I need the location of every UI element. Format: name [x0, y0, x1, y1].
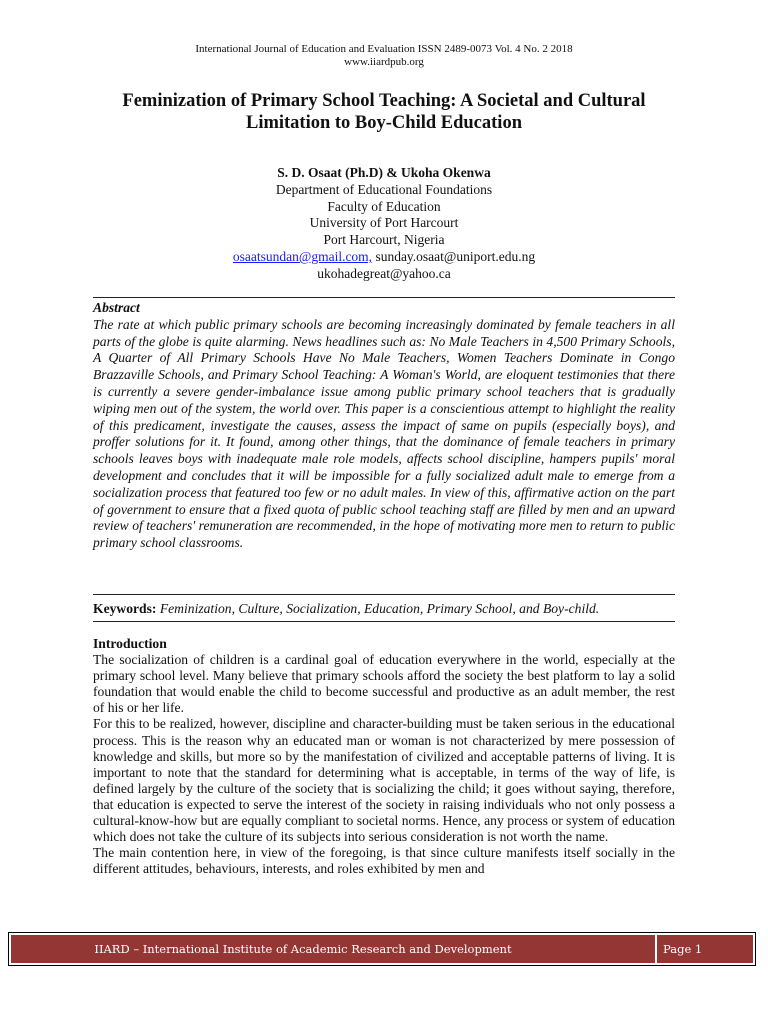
email-text: sunday.osaat@uniport.edu.ng	[372, 248, 536, 264]
page-number: Page 1	[657, 935, 753, 963]
affiliation-line: Faculty of Education	[327, 198, 441, 214]
abstract-heading: Abstract	[93, 300, 140, 315]
paragraph: The main contention here, in view of the foregoing, is that since culture manifests itself socially in the different attitudes, behaviours, interests, and roles exhibited by men and	[93, 845, 675, 877]
running-header	[0, 43, 768, 69]
paper-title: Feminization of Primary School Teaching: A Societal and Cultural Limitation to Boy-Child Education	[122, 91, 646, 133]
divider	[93, 594, 675, 595]
divider	[93, 297, 675, 298]
footer-institute: IIARD – International Institute of Academic Research and Development	[11, 935, 655, 963]
affiliation-line: Department of Educational Foundations	[275, 181, 493, 197]
affiliation-line: Port Harcourt, Nigeria	[323, 232, 445, 248]
author-block	[0, 165, 768, 283]
page-footer	[8, 932, 756, 966]
journal-info: International Journal of Education and Evaluation ISSN 2489-0073 Vol. 4 No. 2 2018	[195, 43, 573, 55]
author-names: S. D. Osaat (Ph.D) & Ukoha Okenwa	[277, 165, 491, 180]
keywords-label: Keywords:	[93, 601, 157, 616]
introduction-heading: Introduction	[93, 636, 167, 651]
journal-website: www.iiardpub.org	[344, 56, 424, 68]
keywords-line	[93, 601, 675, 618]
paragraph: For this to be realized, however, discipline and character-building must be taken serious in the educational process. This is the reason why an educated man or woman is not characterized by mere possession of knowledge and skills, but more so by the manifestation of civilized and acceptable patterns of living. It is important to note that the standard for determining what is acceptable, in terms of the way of life, is defined largely by the culture of the society that is socializing the child; it goes without saying, therefore, that education is expected to serve the interest of the society in raising individuals who not only possess a cultural-know-how but are equally compliant to societal norms. Hence, any process or system of education which does not take the culture of its subjects into serious consideration is not worth the name.	[93, 716, 675, 845]
divider	[93, 621, 675, 622]
email-link[interactable]: osaatsundan@gmail.com,	[232, 248, 373, 264]
keywords-text: Feminization, Culture, Socialization, Education, Primary School, and Boy-child.	[156, 601, 600, 616]
paragraph: The socialization of children is a cardinal goal of education everywhere in the world, especially at the primary school level. Many believe that primary schools afford the society the best platform to lay a solid foundation that would enable the child to become successful and productive as an adult member, the rest of his or her life.	[93, 652, 675, 716]
abstract-section	[93, 300, 675, 552]
email-line	[0, 249, 768, 266]
introduction-section	[93, 636, 675, 877]
email-text: ukohadegreat@yahoo.ca	[317, 265, 451, 281]
abstract-text: The rate at which public primary schools are becoming increasingly dominated by female teachers in all parts of the globe is quite alarming. News headlines such as: No Male Teachers in 4,500 Primary Schools, A Quarter of All Primary Schools Have No Male Teachers, Women Teachers Dominate in Congo Brazzaville Schools, and Primary School Teaching: A Woman's World, are eloquent testimonies that there is currently a severe gender-imbalance issue among public primary school teachers that is gradually wiping men out of the system, the world over. This paper is a conscientious attempt to highlight the reality of this predicament, investigate the causes, assess the impact of same on pupils (especially boys), and proffer solutions for it. It found, among other things, that the dominance of female teachers in primary schools leaves boys with inadequate male role models, affects school discipline, hampers pupils' moral development and concludes that it will be impossible for a fully socialized adult male to emerge from a socialization process that featured too few or no adult males. In view of this, affirmative action on the part of government to ensure that a fixed quota of public school teaching staff are filled by men and an upward review of teachers' remuneration are recommended, in the hope of motivating more men to return to public primary school classrooms.	[93, 316, 675, 551]
affiliation-line: University of Port Harcourt	[309, 215, 459, 231]
